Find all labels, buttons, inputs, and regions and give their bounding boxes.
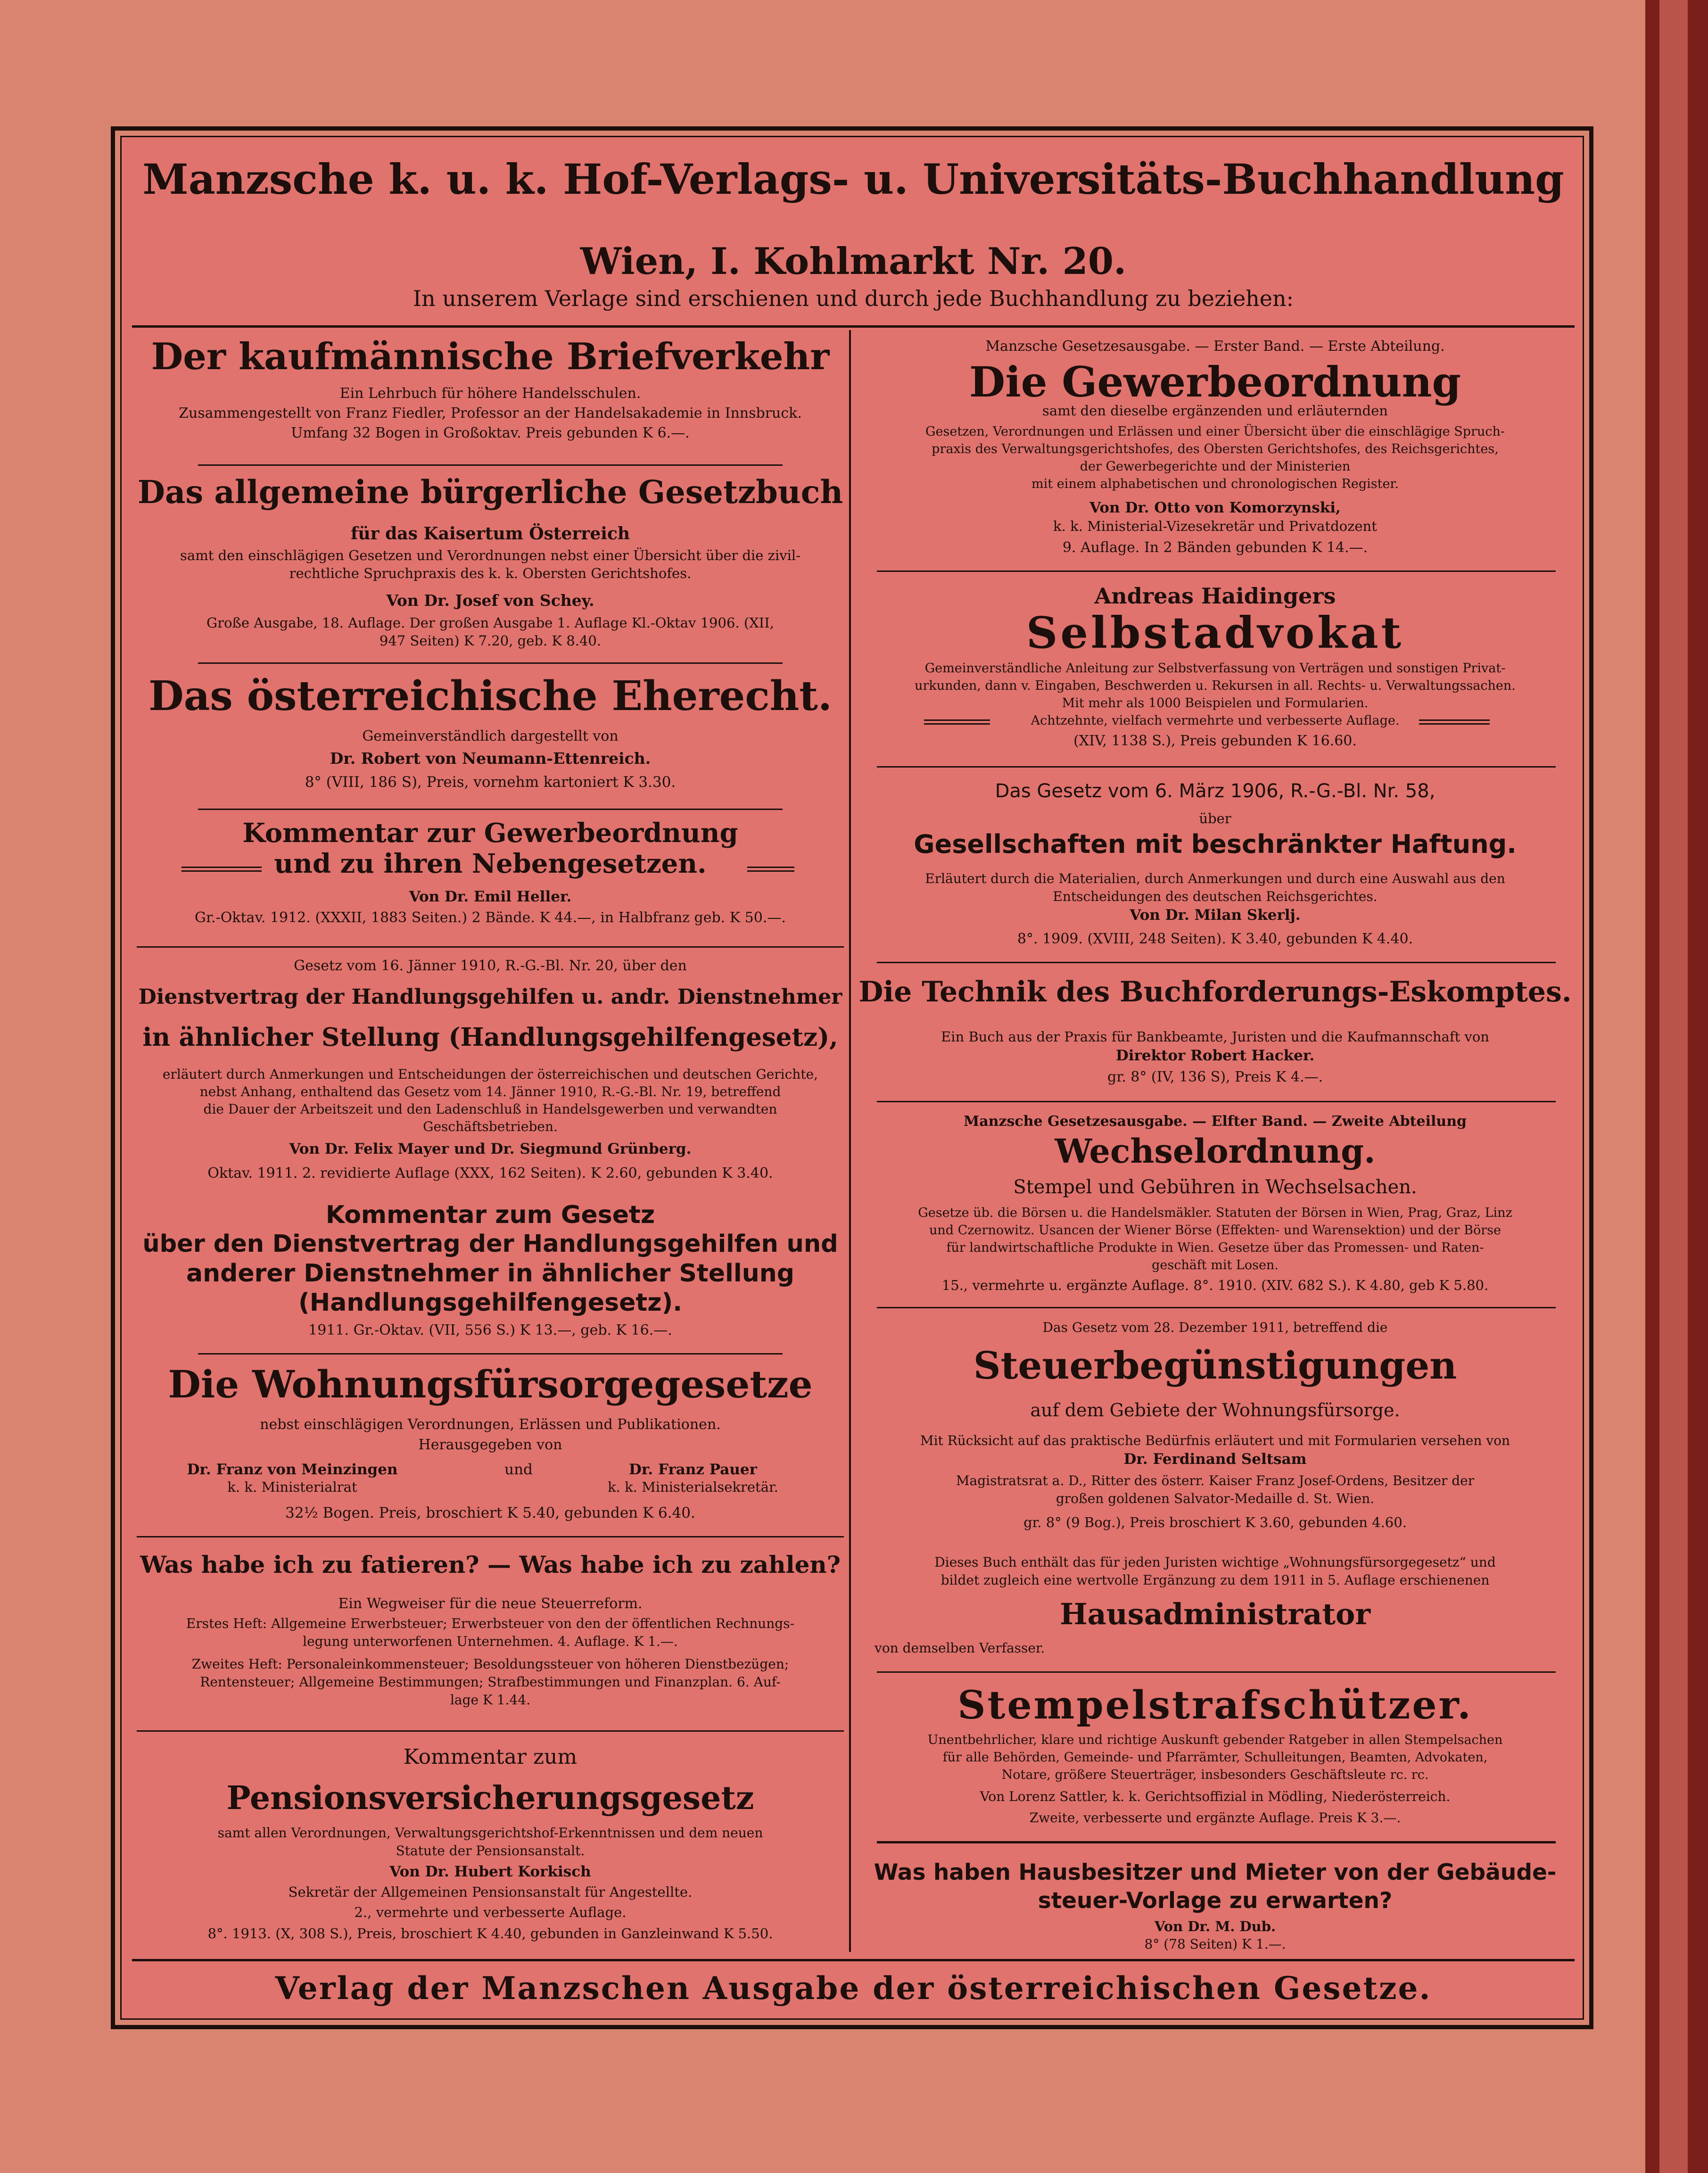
book-text: Große Ausgabe, 18. Auflage. Der großen Ausgabe 1. Auflage Kl.-Oktav 1906. (XII,: [206, 615, 774, 631]
book-price: Gr.-Oktav. 1912. (XXXII, 1883 Seiten.) 2 Bände. K 44.—, in Halbfranz geb. K 50.—.: [195, 909, 786, 926]
book-title: Wechselordnung.: [1055, 1132, 1376, 1171]
book-text: Unentbehrlicher, klare und richtige Auskunft gebender Ratgeber in allen Stempelsachen: [927, 1733, 1503, 1747]
book-price: 1911. Gr.-Oktav. (VII, 556 S.) K 13.—, geb. K 16.—.: [308, 1322, 672, 1339]
decorative-rule: [747, 867, 794, 872]
section-rule: [877, 766, 1556, 768]
book-text: samt den dieselbe ergänzenden und erläuternden: [1042, 403, 1388, 419]
book-author: Von Dr. Felix Mayer und Dr. Siegmund Grünberg.: [289, 1140, 692, 1157]
book-text: Gesetzen, Verordnungen und Erlässen und einer Übersicht über die einschlägige Spruch-: [925, 424, 1505, 439]
footer-rule: [132, 1959, 1575, 1961]
book-text: Stempel und Gebühren in Wechselsachen.: [1013, 1176, 1417, 1198]
book-price: Zweite, verbesserte und ergänzte Auflage. Preis K 3.—.: [1029, 1810, 1401, 1826]
book-text: bildet zugleich eine wertvolle Ergänzung zu dem 1911 in 5. Auflage erschienenen: [941, 1572, 1490, 1588]
book-title: Was habe ich zu fatieren? — Was habe ich zu zahlen?: [140, 1551, 841, 1578]
book-price: 8° (VIII, 186 S), Preis, vornehm kartoniert K 3.30.: [305, 774, 676, 791]
section-rule: [198, 464, 783, 466]
book-price: 8°. 1909. (XVIII, 248 Seiten). K 3.40, gebunden K 4.40.: [1017, 931, 1413, 947]
book-title: steuer-Vorlage zu erwarten?: [1038, 1888, 1393, 1914]
book-text: geschäft mit Losen.: [1152, 1258, 1279, 1272]
book-title: Das allgemeine bürgerliche Gesetzbuch: [137, 473, 843, 511]
book-text: Geschäftsbetrieben.: [423, 1119, 558, 1134]
book-text: Manzsche Gesetzesausgabe. — Elfter Band. — Zweite Abteilung: [964, 1113, 1467, 1130]
section-rule: [877, 962, 1556, 963]
book-text: k. k. Ministerialsekretär.: [608, 1479, 778, 1495]
book-price: 9. Auflage. In 2 Bänden gebunden K 14.—.: [1062, 539, 1368, 556]
publisher-title: Manzsche k. u. k. Hof-Verlags- u. Universitäts-Buchhandlung: [142, 155, 1564, 204]
book-price: 947 Seiten) K 7.20, geb. K 8.40.: [379, 633, 602, 649]
book-text: Ein Lehrbuch für höhere Handelsschulen.: [339, 385, 641, 402]
book-text: über: [1199, 810, 1231, 826]
book-text: für landwirtschaftliche Produkte in Wien. Gesetze über das Promessen- und Raten-: [946, 1240, 1484, 1255]
book-editor: Dr. Franz Pauer: [629, 1461, 757, 1478]
book-text: Mit mehr als 1000 Beispielen und Formularien.: [1062, 696, 1369, 711]
book-price: 32½ Bogen. Preis, broschiert K 5.40, gebunden K 6.40.: [285, 1504, 695, 1521]
book-text: für alle Behörden, Gemeinde- und Pfarrämter, Schulleitungen, Beamten, Advokaten,: [942, 1750, 1488, 1765]
book-price: (XIV, 1138 S.), Preis gebunden K 16.60.: [1073, 733, 1357, 749]
book-text: Das Gesetz vom 28. Dezember 1911, betreffend die: [1042, 1320, 1388, 1335]
book-title: anderer Dienstnehmer in ähnlicher Stellung: [186, 1259, 794, 1288]
section-rule: [877, 570, 1556, 572]
book-text: von demselben Verfasser.: [875, 1640, 1045, 1656]
publisher-subtitle: In unserem Verlage sind erschienen und durch jede Buchhandlung zu beziehen:: [413, 286, 1294, 311]
section-rule: [198, 809, 783, 810]
footer-text: Verlag der Manzschen Ausgabe der österreichischen Gesetze.: [275, 1970, 1432, 2007]
book-text: lage K 1.44.: [450, 1692, 531, 1708]
book-title: Der kaufmännische Briefverkehr: [151, 335, 830, 378]
book-text: und: [504, 1461, 533, 1478]
book-author: Von Dr. Josef von Schey.: [386, 591, 594, 610]
book-author: Von Dr. Otto von Komorzynski,: [1089, 499, 1341, 516]
book-text: erläutert durch Anmerkungen und Entscheidungen der österreichischen und deutschen Gerichte,: [162, 1066, 818, 1082]
book-text: und Czernowitz. Usancen der Wiener Börse (Effekten- und Warensektion) und der Börse: [929, 1223, 1501, 1238]
book-text: 2., vermehrte und verbesserte Auflage.: [354, 1904, 627, 1920]
book-text: Erstes Heft: Allgemeine Erwerbsteuer; Erwerbsteuer von den der öffentlichen Rechnungs-: [186, 1616, 795, 1631]
book-text: der Gewerbegerichte und der Ministerien: [1080, 459, 1351, 474]
book-title: Was haben Hausbesitzer und Mieter von der Gebäude-: [874, 1859, 1557, 1885]
book-text: mit einem alphabetischen und chronologischen Register.: [1031, 477, 1399, 491]
section-rule: [137, 1536, 844, 1537]
book-text: Herausgegeben von: [418, 1437, 562, 1453]
column-divider: [849, 330, 851, 1952]
book-title: Die Wohnungsfürsorgegesetze: [168, 1362, 813, 1406]
section-rule: [198, 1353, 783, 1355]
book-title: Stempelstrafschützer.: [957, 1683, 1473, 1728]
book-text: Gesetz vom 16. Jänner 1910, R.-G.-Bl. Nr. 20, über den: [294, 958, 687, 974]
book-author: Von Dr. Emil Heller.: [409, 888, 572, 905]
book-price: gr. 8° (9 Bog.), Preis broschiert K 3.60, gebunden 4.60.: [1023, 1514, 1407, 1530]
book-text: Manzsche Gesetzesausgabe. — Erster Band. — Erste Abteilung.: [985, 338, 1445, 355]
book-title: Kommentar zur Gewerbeordnung: [242, 818, 738, 849]
book-text: nebst einschlägigen Verordnungen, Erlässen und Publikationen.: [260, 1416, 721, 1433]
decorative-rule: [1419, 719, 1490, 725]
section-rule: [198, 662, 783, 664]
section-rule: [137, 1730, 844, 1732]
book-title: über den Dienstvertrag der Handlungsgehilfen und: [142, 1230, 838, 1258]
book-text: k. k. Ministerial-Vizesekretär und Privatdozent: [1053, 518, 1377, 534]
book-author: Von Dr. M. Dub.: [1154, 1918, 1276, 1934]
book-title: Die Gewerbeordnung: [969, 357, 1461, 406]
book-text: Entscheidungen des deutschen Reichsgerichtes.: [1053, 889, 1378, 904]
book-author: Dr. Robert von Neumann-Ettenreich.: [330, 749, 651, 768]
book-text: Erläutert durch die Materialien, durch Anmerkungen und durch eine Auswahl aus den: [925, 871, 1505, 886]
book-text: samt allen Verordnungen, Verwaltungsgerichtshof-Erkenntnissen und dem neuen: [217, 1825, 763, 1841]
book-title: (Handlungsgehilfengesetz).: [298, 1289, 683, 1317]
book-text: Zusammengestellt von Franz Fiedler, Professor an der Handelsakademie in Innsbruck.: [179, 405, 802, 421]
book-title: Das österreichische Eherecht.: [149, 672, 832, 720]
book-text: für das Kaisertum Österreich: [350, 524, 630, 544]
section-rule: [877, 1671, 1556, 1673]
book-title: Gesellschaften mit beschränkter Haftung.: [914, 829, 1517, 859]
book-text: nebst Anhang, enthaltend das Gesetz vom 14. Jänner 1910, R.-G.-Bl. Nr. 19, betreffend: [199, 1084, 781, 1099]
book-text: Gemeinverständlich dargestellt von: [362, 728, 619, 744]
section-rule: [137, 946, 844, 948]
book-text: Gesetze üb. die Börsen u. die Handelsmäkler. Statuten der Börsen in Wien, Prag, Graz, Linz: [918, 1206, 1512, 1220]
book-text: großen goldenen Salvator-Medaille d. St. Wien.: [1056, 1491, 1375, 1506]
book-cover-edge-light: [1659, 0, 1688, 2173]
book-text: auf dem Gebiete der Wohnungsfürsorge.: [1030, 1400, 1400, 1421]
book-text: k. k. Ministerialrat: [227, 1479, 357, 1495]
book-text: Ein Buch aus der Praxis für Bankbeamte, Juristen und die Kaufmannschaft von: [941, 1029, 1489, 1045]
book-text: Mit Rücksicht auf das praktische Bedürfnis erläutert und mit Formularien versehen von: [920, 1433, 1510, 1448]
book-title: Dienstvertrag der Handlungsgehilfen u. andr. Dienstnehmer: [138, 985, 842, 1009]
book-title: Hausadministrator: [1059, 1597, 1371, 1631]
publisher-address: Wien, I. Kohlmarkt Nr. 20.: [580, 240, 1127, 283]
book-price: 15., vermehrte u. ergänzte Auflage. 8°. 1910. (XIV. 682 S.). K 4.80, geb K 5.80.: [941, 1277, 1489, 1293]
book-text: Dieses Buch enthält das für jeden Juristen wichtige „Wohnungsfürsorgegesetz“ und: [934, 1554, 1496, 1570]
book-text: Magistratsrat a. D., Ritter des österr. Kaiser Franz Josef-Ordens, Besitzer der: [956, 1473, 1475, 1488]
book-author: Von Lorenz Sattler, k. k. Gerichtsoffizial in Mödling, Niederösterreich.: [980, 1789, 1451, 1804]
book-title: Kommentar zum Gesetz: [325, 1201, 655, 1229]
book-text: Andreas Haidingers: [1094, 583, 1336, 609]
section-rule: [877, 1307, 1556, 1308]
section-rule: [877, 1101, 1556, 1102]
book-title: Pensionsversicherungsgesetz: [226, 1779, 754, 1817]
book-text: Kommentar zum: [403, 1745, 578, 1769]
book-text: urkunden, dann v. Eingaben, Beschwerden u. Rekursen in all. Rechts- u. Verwaltungssachen.: [915, 678, 1516, 693]
book-price: 8° (78 Seiten) K 1.—.: [1144, 1936, 1286, 1952]
header-rule: [132, 325, 1575, 328]
book-price: gr. 8° (IV, 136 S), Preis K 4.—.: [1107, 1069, 1323, 1085]
book-author: Direktor Robert Hacker.: [1115, 1047, 1315, 1064]
book-text: Sekretär der Allgemeinen Pensionsanstalt für Angestellte.: [288, 1884, 693, 1900]
book-title: Selbstadvokat: [1026, 607, 1404, 658]
book-author: Von Dr. Milan Skerlj.: [1130, 907, 1301, 924]
book-price: 8°. 1913. (X, 308 S.), Preis, broschiert K 4.40, gebunden in Ganzleinwand K 5.50.: [207, 1925, 773, 1942]
book-editor: Dr. Franz von Meinzingen: [187, 1461, 398, 1478]
book-author: Von Dr. Hubert Korkisch: [389, 1863, 591, 1880]
book-text: die Dauer der Arbeitszeit und den Ladenschluß in Handelsgewerben und verwandten: [203, 1101, 777, 1117]
book-text: samt den einschlägigen Gesetzen und Verordnungen nebst einer Übersicht über die zivil-: [180, 547, 800, 563]
book-title: Steuerbegünstigungen: [973, 1343, 1457, 1388]
book-price: Oktav. 1911. 2. revidierte Auflage (XXX, 162 Seiten). K 2.60, gebunden K 3.40.: [207, 1165, 773, 1182]
book-text: Rentensteuer; Allgemeine Bestimmungen; Strafbestimmungen und Finanzplan. 6. Auf-: [200, 1674, 781, 1690]
book-text: praxis des Verwaltungsgerichtshofes, des Obersten Gerichtshofes, des Reichsgerichtes,: [932, 442, 1499, 456]
book-text: Achtzehnte, vielfach vermehrte und verbesserte Auflage.: [1031, 713, 1400, 728]
book-text: Das Gesetz vom 6. März 1906, R.-G.-Bl. Nr. 58,: [995, 780, 1436, 802]
book-text: Ein Wegweiser für die neue Steuerreform.: [338, 1595, 643, 1612]
section-rule: [877, 1841, 1556, 1843]
book-title: und zu ihren Nebengesetzen.: [274, 848, 707, 879]
book-title: Die Technik des Buchforderungs-Eskomptes.: [858, 975, 1572, 1008]
book-price: Umfang 32 Bogen in Großoktav. Preis gebunden K 6.—.: [291, 425, 690, 441]
book-title: in ähnlicher Stellung (Handlungsgehilfengesetz),: [142, 1023, 838, 1052]
book-text: rechtliche Spruchpraxis des k. k. Obersten Gerichtshofes.: [289, 565, 692, 581]
book-text: Statute der Pensionsanstalt.: [396, 1843, 585, 1859]
book-text: Notare, größere Steuerträger, insbesonders Geschäftsleute rc. rc.: [1001, 1768, 1429, 1782]
book-author: Dr. Ferdinand Seltsam: [1123, 1451, 1307, 1468]
book-text: Zweites Heft: Personaleinkommensteuer; Besoldungssteuer von höheren Dienstbezügen;: [191, 1656, 789, 1672]
book-text: legung unterworfenen Unternehmen. 4. Auflage. K 1.—.: [303, 1634, 678, 1649]
book-text: Gemeinverständliche Anleitung zur Selbstverfassung von Verträgen und sonstigen Privat-: [924, 661, 1506, 676]
